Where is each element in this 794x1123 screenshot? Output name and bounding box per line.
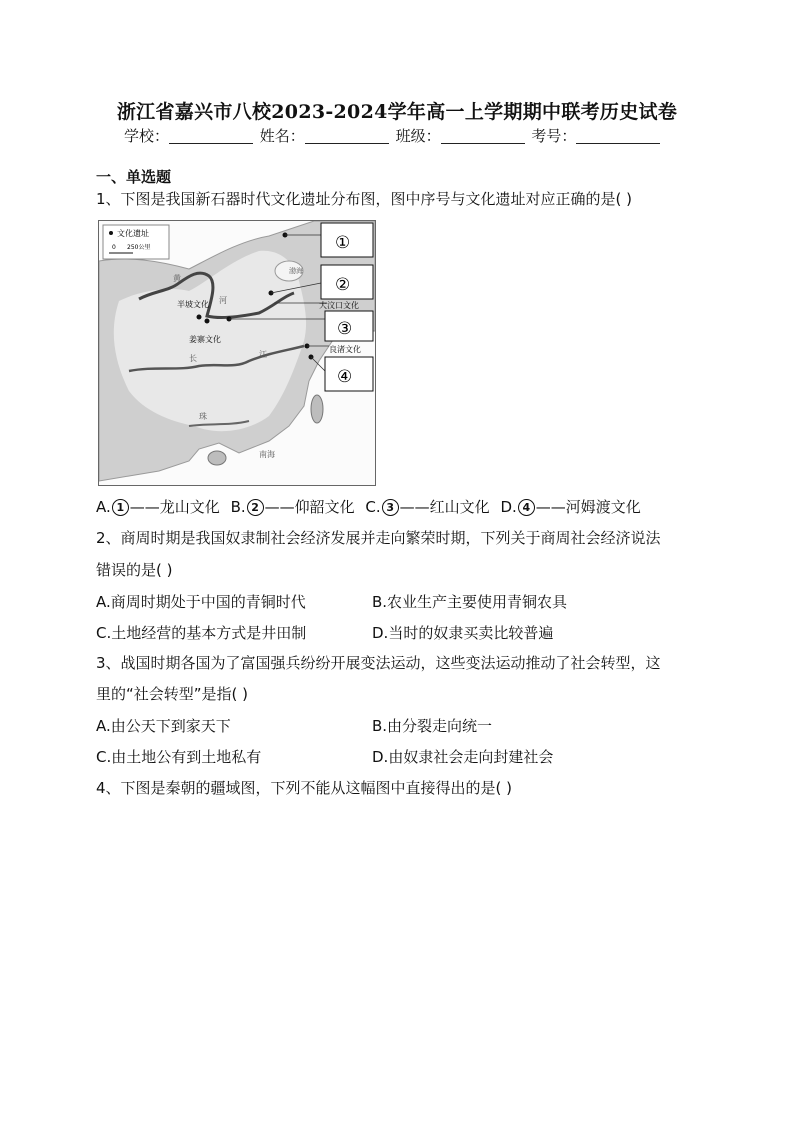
site-dot-banpo [197, 315, 202, 320]
answer-box-3-label: ③ [337, 319, 353, 339]
label-south-sea: 南海 [259, 450, 275, 459]
label-liangzhu: 良渚文化 [329, 345, 361, 354]
q2-option-d[interactable]: D.当时的奴隶买卖比较普遍 [372, 624, 554, 642]
map-graphic [99, 221, 375, 485]
answer-box-1-label: ① [335, 233, 351, 253]
q1-option-d[interactable]: D. 4 ——河姆渡文化 [500, 498, 641, 516]
q1-option-c[interactable]: C. 3 ——红山文化 [365, 498, 490, 516]
label-banpo: 半坡文化 [177, 300, 209, 309]
neolithic-sites-map [98, 220, 376, 486]
label-jiang: 江 [259, 350, 267, 359]
circled-number-icon: 4 [518, 499, 535, 516]
q3-option-a[interactable]: A.由公天下到家天下 [96, 717, 231, 735]
q2-options-row2 [96, 622, 554, 643]
q1-stem: 1、下图是我国新石器时代文化遗址分布图，图中序号与文化遗址对应正确的是( ) [96, 190, 633, 208]
q2-option-a[interactable]: A.商周时期处于中国的青铜时代 [96, 593, 306, 611]
q3-option-c[interactable]: C.由土地公有到土地私有 [96, 748, 262, 766]
name-blank[interactable] [305, 127, 389, 144]
scale-label: 250公里 [127, 244, 151, 251]
q3-option-d[interactable]: D.由奴隶社会走向封建社会 [372, 748, 554, 766]
site-dot-jiangzhai [205, 319, 210, 324]
answer-box-4-label: ④ [337, 367, 353, 387]
q1-option-b[interactable]: B. 2 ——仰韶文化 [230, 498, 355, 516]
q3-stem-line1: 3、战国时期各国为了富国强兵纷纷开展变法运动，这些变法运动推动了社会转型，这 [96, 654, 661, 672]
q1-options [96, 497, 641, 517]
q2-option-c[interactable]: C.土地经营的基本方式是井田制 [96, 624, 307, 642]
exam-title: 浙江省嘉兴市八校2023-2024学年高一上学期期中联考历史试卷 [116, 101, 678, 123]
q3-options-row2 [96, 746, 554, 767]
label-bohai: 渤海 [289, 267, 303, 275]
legend-title: 文化遗址 [117, 229, 149, 238]
label-dawenkou: 大汶口文化 [319, 301, 359, 310]
q3-option-b[interactable]: B.由分裂走向统一 [372, 717, 493, 735]
label-he: 河 [219, 296, 227, 305]
q2-option-b[interactable]: B.农业生产主要使用青铜农具 [372, 593, 568, 611]
scale-zero: 0 [112, 244, 116, 251]
q2-stem-line2: 错误的是( ) [96, 561, 173, 579]
section-heading: 一、单选题 [96, 168, 172, 186]
answer-box-2-label: ② [335, 275, 351, 295]
exam-number-label: 考号： [531, 127, 577, 145]
taiwan-island [311, 395, 323, 423]
circled-number-icon: 3 [382, 499, 399, 516]
hainan-island [208, 451, 226, 465]
student-info-row [124, 125, 662, 146]
q2-stem-line1: 2、商周时期是我国奴隶制社会经济发展并走向繁荣时期，下列关于商周社会经济说法 [96, 529, 661, 547]
q4-stem: 4、下图是秦朝的疆域图，下列不能从这幅图中直接得出的是( ) [96, 779, 513, 797]
label-zhu: 珠 [199, 412, 207, 421]
q1-option-a[interactable]: A. 1 ——龙山文化 [96, 498, 220, 516]
class-label: 班级： [395, 127, 441, 145]
circled-number-icon: 2 [247, 499, 264, 516]
q3-options-row1 [96, 715, 493, 736]
school-label: 学校： [124, 127, 170, 145]
circled-number-icon: 1 [112, 499, 129, 516]
school-blank[interactable] [169, 127, 253, 144]
name-label: 姓名： [259, 127, 305, 145]
class-blank[interactable] [441, 127, 525, 144]
q3-stem-line2: 里的“社会转型”是指( ) [96, 685, 249, 703]
label-huang: 黄 [173, 274, 181, 283]
label-jiangzhai: 姜寨文化 [189, 335, 221, 344]
q2-options-row1 [96, 591, 568, 612]
label-chang: 长 [189, 354, 197, 363]
legend-dot [109, 231, 113, 235]
exam-number-blank[interactable] [576, 127, 660, 144]
